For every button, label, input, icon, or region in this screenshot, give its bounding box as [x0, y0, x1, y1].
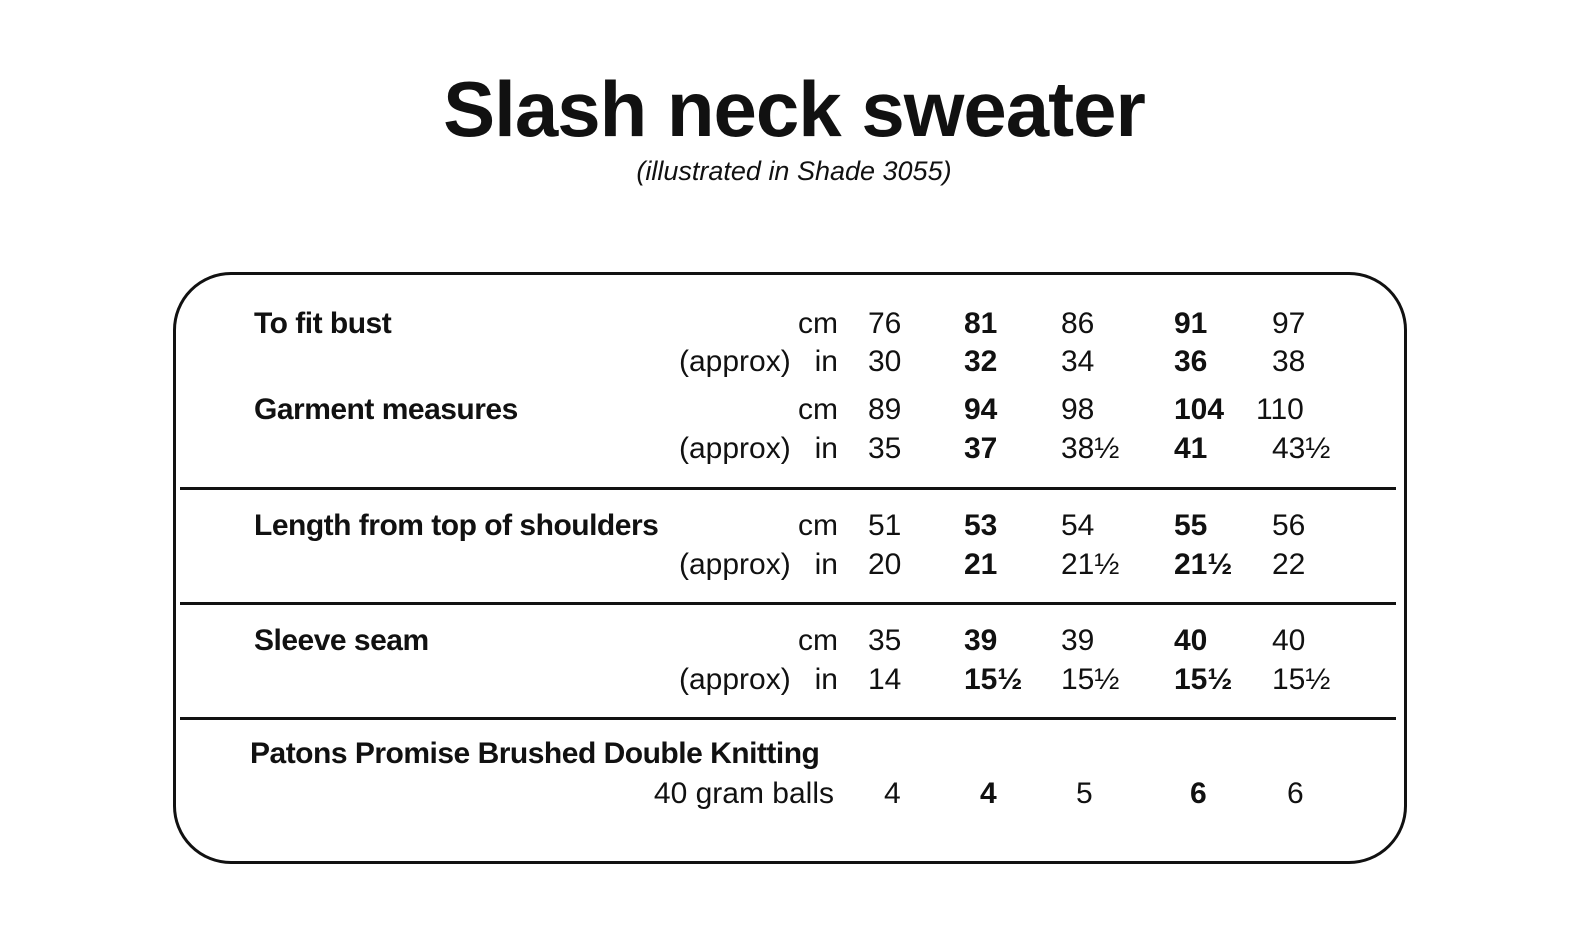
- cell: 20: [868, 548, 902, 581]
- cell: 4: [980, 777, 997, 810]
- cell: 51: [868, 509, 902, 542]
- cell: 4: [884, 777, 901, 810]
- cell: 76: [868, 307, 902, 340]
- cell: 21½: [1174, 548, 1233, 581]
- cell: 94: [964, 393, 998, 426]
- unit-cm: cm: [798, 624, 838, 657]
- cell: 21: [964, 548, 998, 581]
- cell: 15½: [1272, 663, 1331, 696]
- cell: 30: [868, 345, 902, 378]
- cell: 86: [1061, 307, 1095, 340]
- cell: 15½: [1061, 663, 1120, 696]
- cell: 34: [1061, 345, 1095, 378]
- cell: 22: [1272, 548, 1306, 581]
- cell: 39: [1061, 624, 1095, 657]
- cell: 91: [1174, 307, 1208, 340]
- cell: 35: [868, 432, 902, 465]
- cell: 39: [964, 624, 998, 657]
- cell: 55: [1174, 509, 1208, 542]
- page-subtitle: (illustrated in Shade 3055): [636, 156, 952, 186]
- cell: 97: [1272, 307, 1306, 340]
- approx-label: (approx): [679, 432, 791, 465]
- cell: 35: [868, 624, 902, 657]
- unit-cm: cm: [798, 307, 838, 340]
- cell: 53: [964, 509, 998, 542]
- cell: 15½: [1174, 663, 1233, 696]
- cell: 40: [1174, 624, 1208, 657]
- unit-in: in: [814, 548, 838, 581]
- cell: 32: [964, 345, 998, 378]
- cell: 5: [1076, 777, 1093, 810]
- table-row: [0, 304, 1588, 344]
- unit-in: in: [814, 432, 838, 465]
- cell: 37: [964, 432, 998, 465]
- row-label-sleeve: Sleeve seam: [254, 624, 429, 657]
- row-label-length: Length from top of shoulders: [254, 509, 659, 542]
- table-row: [0, 660, 1588, 700]
- cell: 6: [1287, 777, 1304, 810]
- table-row: [0, 545, 1588, 585]
- table-row: [0, 734, 1588, 774]
- row-label-garment: Garment measures: [254, 393, 518, 426]
- cell: 38: [1272, 345, 1306, 378]
- row-label-bust: To fit bust: [254, 307, 392, 340]
- cell: 54: [1061, 509, 1095, 542]
- cell: 40: [1272, 624, 1306, 657]
- section-divider: [180, 602, 1396, 605]
- cell: 81: [964, 307, 998, 340]
- section-divider: [180, 717, 1396, 720]
- cell: 14: [868, 663, 902, 696]
- row-label-yarn: Patons Promise Brushed Double Knitting: [250, 737, 820, 770]
- table-row: [0, 342, 1588, 382]
- table-row: [0, 621, 1588, 661]
- unit-balls: 40 gram balls: [653, 777, 834, 810]
- cell: 41: [1174, 432, 1208, 465]
- table-row: [0, 390, 1588, 430]
- table-row: [0, 506, 1588, 546]
- approx-label: (approx): [679, 345, 791, 378]
- cell: 6: [1190, 777, 1207, 810]
- unit-in: in: [814, 345, 838, 378]
- cell: 104: [1174, 393, 1225, 426]
- cell: 110: [1256, 393, 1304, 426]
- section-divider: [180, 487, 1396, 490]
- unit-in: in: [814, 663, 838, 696]
- cell: 56: [1272, 509, 1306, 542]
- cell: 89: [868, 393, 902, 426]
- approx-label: (approx): [679, 548, 791, 581]
- approx-label: (approx): [679, 663, 791, 696]
- cell: 21½: [1061, 548, 1120, 581]
- table-row: [0, 774, 1588, 814]
- cell: 43½: [1272, 432, 1331, 465]
- page-title: Slash neck sweater: [443, 65, 1145, 153]
- cell: 36: [1174, 345, 1208, 378]
- table-row: [0, 429, 1588, 469]
- cell: 15½: [964, 663, 1023, 696]
- cell: 38½: [1061, 432, 1120, 465]
- unit-cm: cm: [798, 509, 838, 542]
- cell: 98: [1061, 393, 1095, 426]
- unit-cm: cm: [798, 393, 838, 426]
